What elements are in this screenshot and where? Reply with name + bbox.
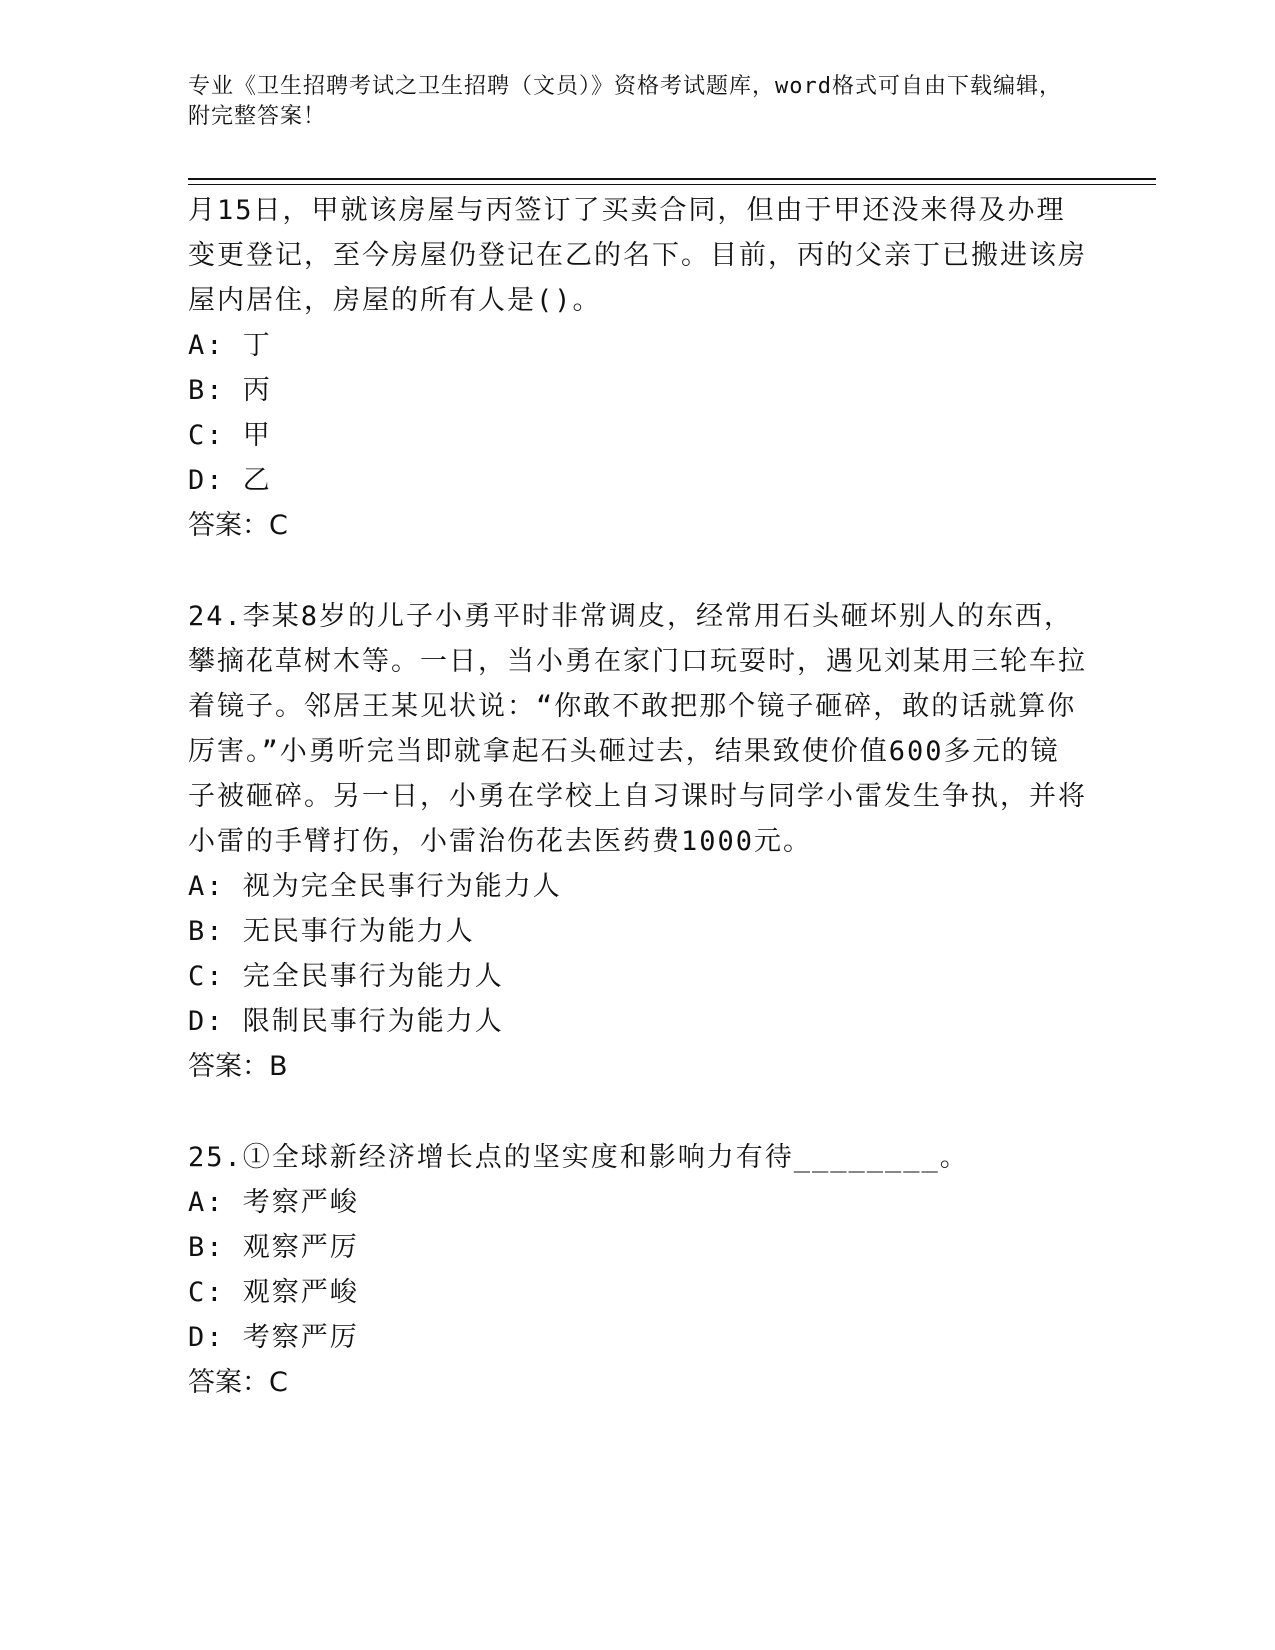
option-a: A: 考察严峻 — [188, 1187, 359, 1218]
answer-value: C — [269, 1367, 288, 1398]
option-b: B: 丙 — [188, 375, 272, 406]
answer-label: 答案： — [188, 510, 269, 541]
question-stem: 24.李某8岁的儿子小勇平时非常调皮，经常用石头砸坏别人的东西，攀摘花草树木等。一日，当小勇在家门口玩耍时，遇见刘某用三轮车拉着镜子。邻居王某见状说：“你敢不敢把那个镜子砸碎，敢的话就算你厉害。”小勇听完当即就拿起石头砸过去，结果致使价值600多元的镜子被砸碎。另一日，小勇在学校上自习课时与同学小雷发生争执，并将小雷的手臂打伤，小雷治伤花去医药费1000元。 — [188, 601, 1087, 857]
option-c: C: 完全民事行为能力人 — [188, 961, 504, 992]
option-d: D: 考察严厉 — [188, 1322, 359, 1353]
option-a: A: 丁 — [188, 330, 272, 361]
page-header: 专业《卫生招聘考试之卫生招聘（文员）》资格考试题库，word格式可自由下载编辑，附完整答案！ — [188, 74, 1062, 129]
option-b: B: 无民事行为能力人 — [188, 916, 475, 947]
question-stem: 月15日，甲就该房屋与丙签订了买卖合同，但由于甲还没来得及办理变更登记，至今房屋仍登记在乙的名下。目前，丙的父亲丁已搬进该房屋内居住，房屋的所有人是()。 — [188, 195, 1087, 316]
answer-value: C — [269, 510, 288, 541]
question-list — [188, 188, 1088, 1451]
question-item — [188, 1135, 1088, 1405]
option-d: D: 乙 — [188, 465, 272, 496]
question-stem: 25.①全球新经济增长点的坚实度和影响力有待________。 — [188, 1142, 969, 1173]
answer-value: B — [269, 1051, 288, 1082]
answer-label: 答案： — [188, 1051, 269, 1082]
option-a: A: 视为完全民事行为能力人 — [188, 871, 562, 902]
option-c: C: 甲 — [188, 420, 272, 451]
question-item — [188, 594, 1088, 1089]
option-c: C: 观察严峻 — [188, 1277, 359, 1308]
header-divider-thin — [188, 184, 1156, 185]
header-divider-thick — [188, 178, 1156, 180]
option-b: B: 观察严厉 — [188, 1232, 359, 1263]
answer-label: 答案： — [188, 1367, 269, 1398]
answer-line — [188, 503, 1088, 548]
answer-line — [188, 1360, 1088, 1405]
question-item — [188, 188, 1088, 548]
option-d: D: 限制民事行为能力人 — [188, 1006, 504, 1037]
answer-line — [188, 1044, 1088, 1089]
